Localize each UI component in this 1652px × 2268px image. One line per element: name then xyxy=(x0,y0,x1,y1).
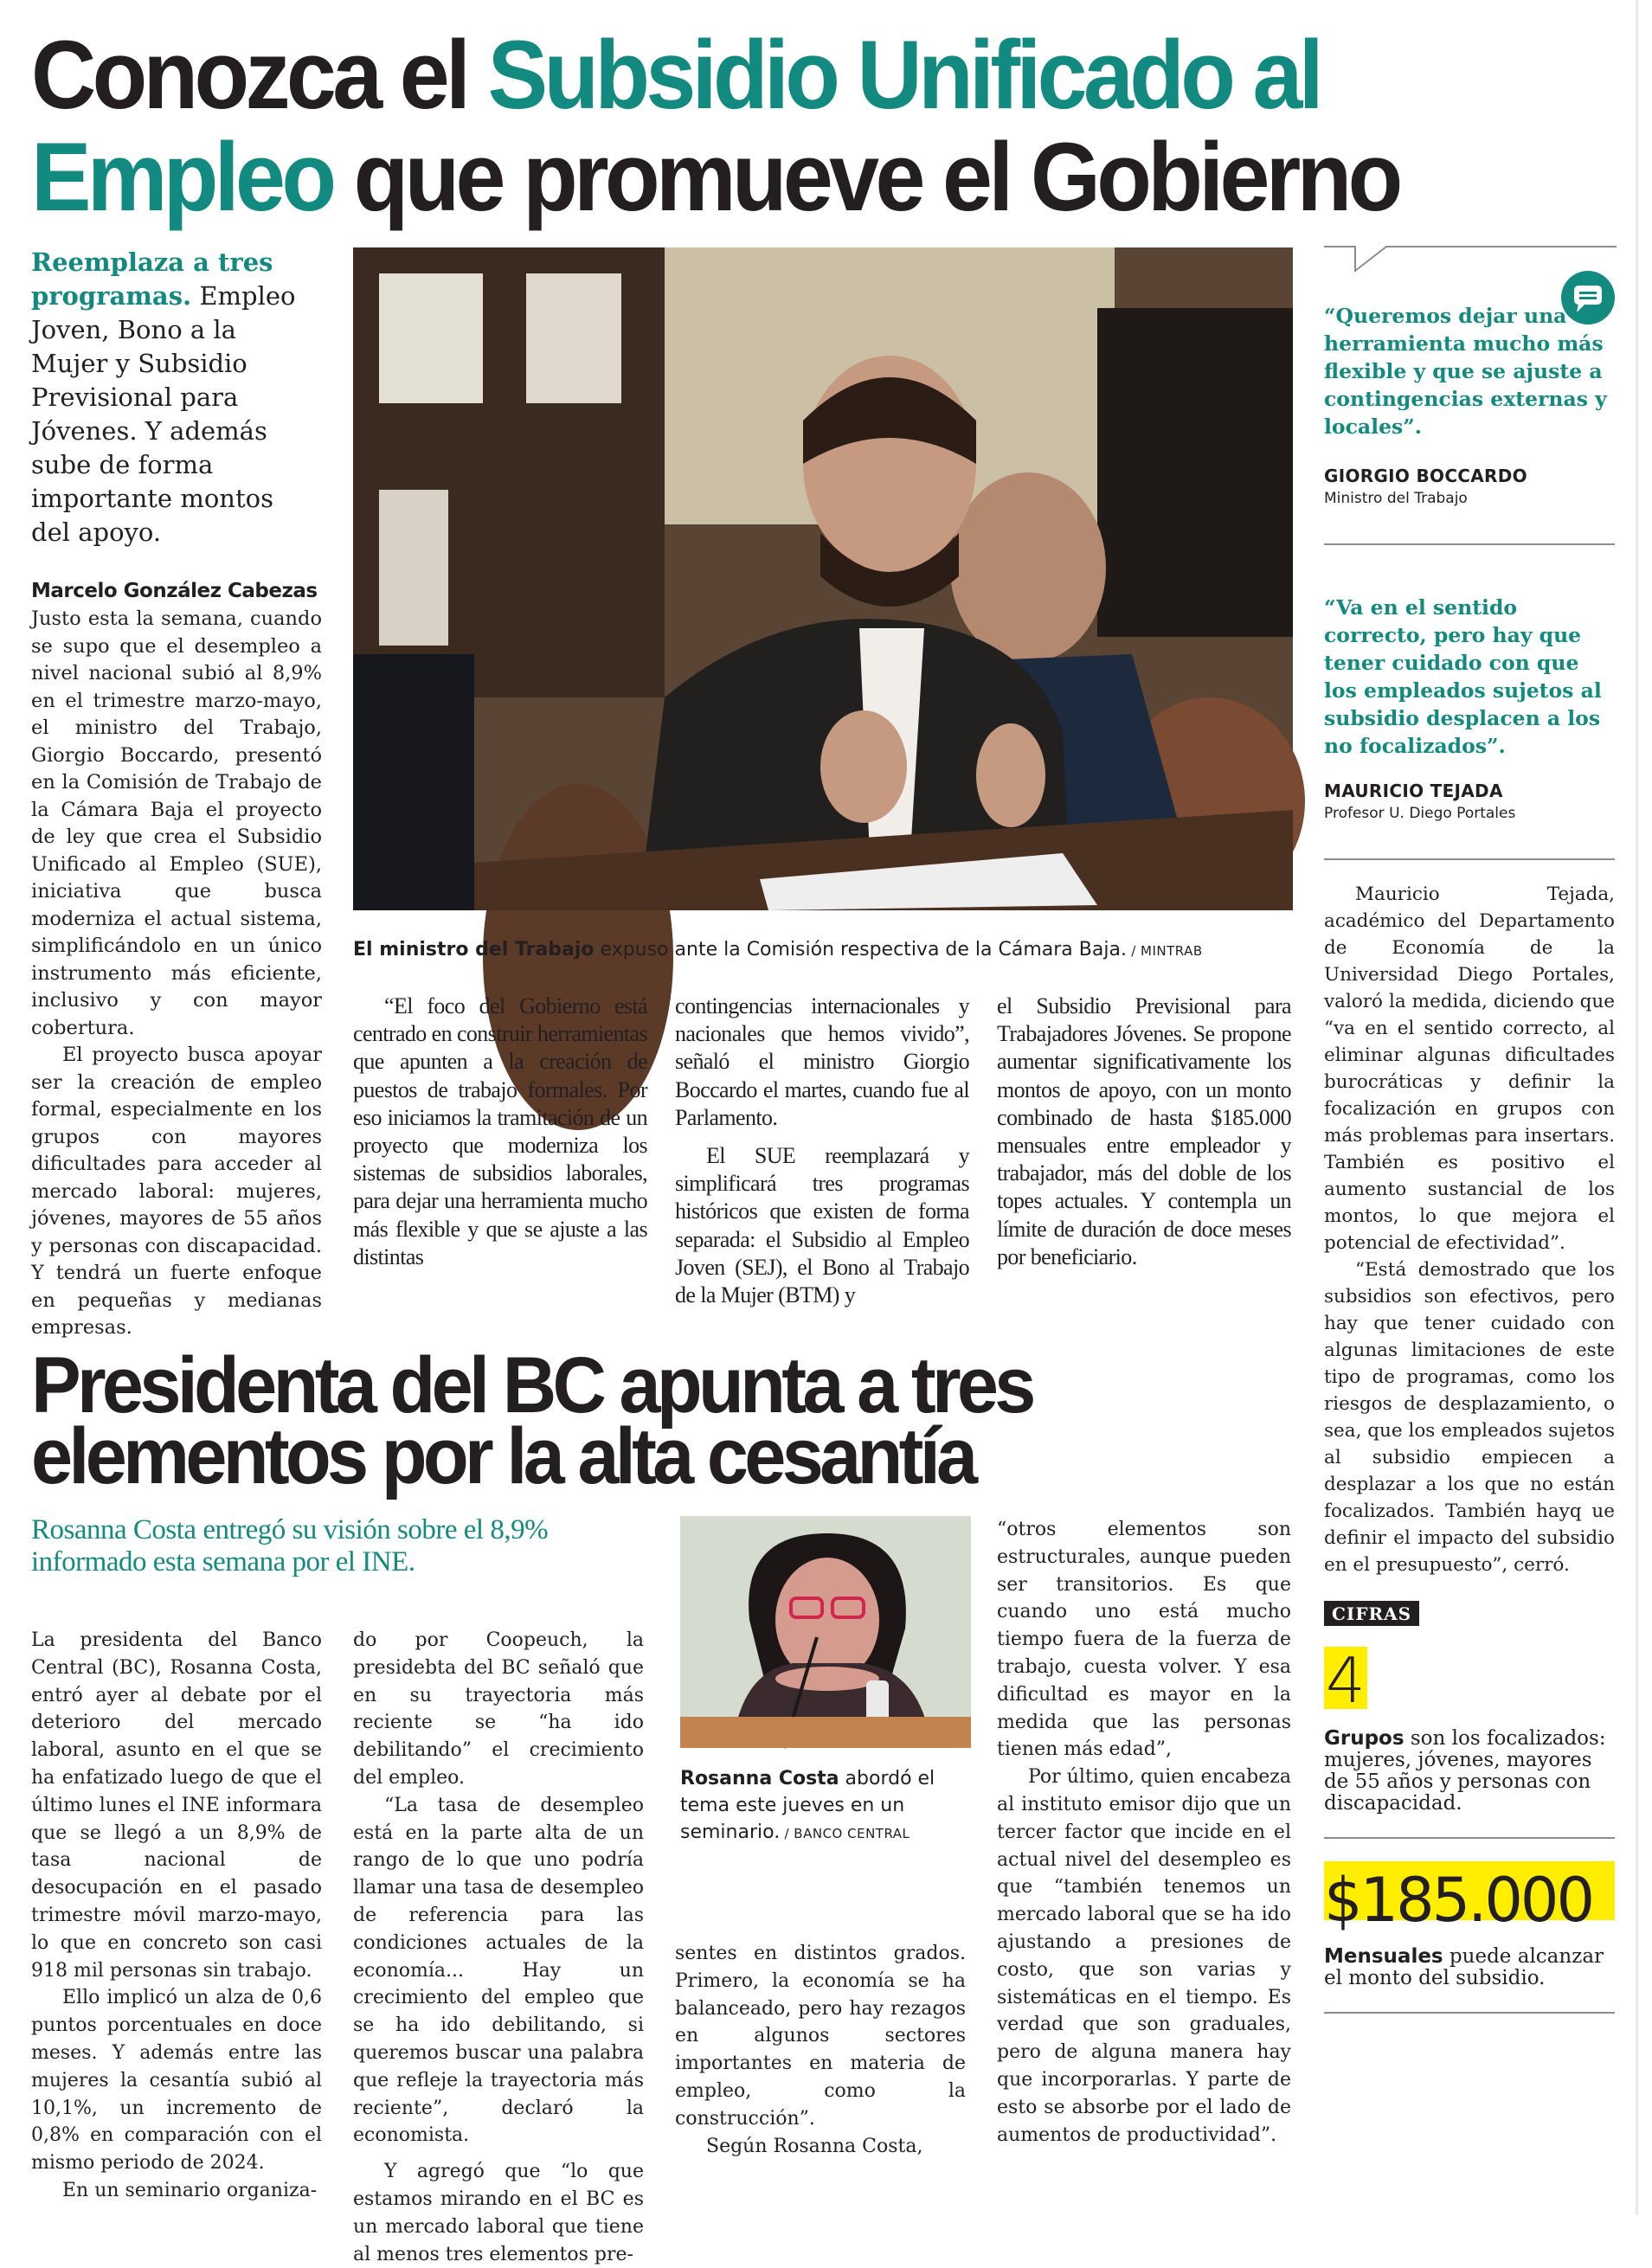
cifras-label: CIFRAS xyxy=(1324,1601,1419,1626)
photo2-caption xyxy=(680,1765,971,1847)
sidebar-body xyxy=(1324,881,1615,1578)
article2-deck: Rosanna Costa entregó su visión sobre el 8,9% informado esta semana por el INE. xyxy=(31,1514,549,1577)
photo-credit: / BANCO CENTRAL xyxy=(780,1826,910,1841)
quote-tejada: “Va en el sentido correcto, pero hay que tener cuidado con que los empleados sujetos al subsidio desplacen a los no focalizados”. xyxy=(1324,595,1602,758)
byline: Marcelo González Cabezas xyxy=(31,580,318,602)
quote-boccardo-role: Ministro del Trabajo xyxy=(1324,490,1468,507)
photo1-caption xyxy=(353,939,1293,961)
paragraph: El SUE reemplazará y simplificará tres programas históricos que existen de forma separada: el Subsidio al Empleo Joven (SEJ), el Bono al Trabajo de la Mujer (BTM) y xyxy=(675,1143,969,1308)
divider xyxy=(1324,2012,1615,2014)
article1-col2 xyxy=(353,993,647,1271)
article1-col4 xyxy=(997,993,1291,1271)
quote-boccardo: “Queremos dejar una herramienta mucho más flexible y que se ajuste a contingencias externas y locales”. xyxy=(1324,304,1607,439)
headline2-line1: Presidenta del BC apunta a tres xyxy=(31,1341,1032,1430)
quote-tejada-role: Profesor U. Diego Portales xyxy=(1324,805,1516,822)
lead-text: Empleo Joven, Bono a la Mujer y Subsidio Previsional para Jóvenes. Y además sube de forma importante montos del apoyo. xyxy=(31,281,296,547)
fact1-value: 4 xyxy=(1324,1647,1367,1709)
quote-tejada-name: MAURICIO TEJADA xyxy=(1324,781,1503,801)
paragraph: La presidenta del Banco Central (BC), Rosanna Costa, entró ayer al debate por el deterioro del mercado laboral, asunto en el que se ha enfatizado luego de que el último lunes el INE informara que se llegó a un 8,9% de tasa nacional de desocupación en el pasado trimestre móvil marzo-mayo, lo que en concreto son casi 918 mil personas sin trabajo. xyxy=(31,1629,322,1982)
paragraph: el Subsidio Previsional para Trabajadores Jóvenes. Se propone aumentar significativamente los montos de apoyo, con un monto combinado de hasta $185.000 mensuales entre empleador y trabajador, más del doble de los topes actuales. Y contempla un límite de duración de doce meses por beneficiario. xyxy=(997,993,1291,1269)
caption-text: abordó el tema este jueves en un seminario. xyxy=(680,1768,935,1843)
article2-col1 xyxy=(31,1627,322,2205)
divider xyxy=(1324,858,1615,860)
article2-col3 xyxy=(675,1940,966,2160)
article2-col4 xyxy=(997,1516,1291,2149)
article1-lead xyxy=(31,246,308,549)
paragraph: “El foco del Gobierno está centrado en construir herramientas que apunten a la creación de puestos de trabajo formales. Por eso iniciamos la tramitación de un proyecto que moderniza los sistemas de subsidios laborales, para dejar una herramienta mucho más flexible y que se ajuste a las distintas xyxy=(353,993,647,1269)
article1-col1 xyxy=(31,606,322,1342)
headline2-line2: elementos por la alta cesantía xyxy=(31,1412,974,1500)
headline-part1: Conozca el xyxy=(31,21,488,129)
fact1-desc: son los focalizados: mujeres, jóvenes, mayores de 55 años y personas con discapacidad. xyxy=(1324,1727,1606,1815)
photo-credit: / MINTRAB xyxy=(1126,943,1203,959)
paragraph: Y agregó que “lo que estamos mirando en el BC es un mercado laboral que tiene al menos tres elementos pre- xyxy=(353,2161,644,2265)
paragraph: sentes en distintos grados. Primero, la economía se ha balanceado, pero hay rezagos en algunos sectores importantes en materia de empleo, como la construcción”. xyxy=(675,1943,966,2130)
lead-strong: Reemplaza a tres programas. xyxy=(31,247,273,311)
paragraph: Ello implicó un alza de 0,6 puntos porcentuales en doce meses. Y además entre las mujeres la cesantía subió al 10,1%, un incremento de 0,8% en comparación con el mismo periodo de 2024. xyxy=(31,1987,322,2175)
paragraph: “Está demostrado que los subsidios son efectivos, pero hay que tener cuidado con algunas limitaciones de este tipo de programas, como los riesgos de desplazamiento, o sea, que los empleados sujetos al subsidio empiecen a desplazar a los que no están focalizados. También hayq ue definir el impacto del subsidio en el presupuesto”, cerró. xyxy=(1324,1259,1615,1576)
paragraph: Por último, quien encabeza al instituto emisor dijo que un tercer factor que incide en el actual nivel del desempleo es que “también tenemos un mercado laboral que se ha ido ajustando a presiones de costo, que son varias y sistemáticas en el tiempo. Es verdad que son graduales, pero de alguna manera hay que incorporarlas. Y parte de esto se absorbe por el lado de aumentos de productividad”. xyxy=(997,1766,1291,2146)
quote-boccardo-name: GIORGIO BOCCARDO xyxy=(1324,466,1527,486)
article1-col3 xyxy=(675,993,969,1309)
page-edge-rule xyxy=(1636,0,1638,2215)
fact2-value: $185.000 xyxy=(1324,1861,1615,1920)
headline-part3: Empleo xyxy=(31,123,333,231)
paragraph: Mauricio Tejada, académico del Departamento de Economía de la Universidad Diego Portales, valoró la medida, diciendo que “va en el sentido correcto, al eliminar algunas dificultades burocráticas y definir la focalización en grupos con más problemas para insertars. También es positivo el aumento sustancial de los montos, lo que mejora el potencial de efectividad”. xyxy=(1324,883,1615,1254)
minister-photo-illustration xyxy=(353,247,1293,910)
sidebar-flow xyxy=(1324,881,1615,2014)
paragraph: Justo esta la semana, cuando se supo que el desempleo a nivel nacional subió al 8,9% en el trimestre marzo-mayo, el ministro del Trabajo, Giorgio Boccardo, presentó en la Comisión de Trabajo de la Cámara Baja el proyecto de ley que crea el Subsidio Unificado al Empleo (SUE), iniciativa que busca moderniza el actual sistema, simplificándolo en un único instrumento más eficiente, inclusivo y con mayor cobertura. xyxy=(31,607,322,1039)
fact2-text xyxy=(1324,1946,1615,1989)
fact2-strong: Mensuales xyxy=(1324,1945,1443,1968)
article2-col2 xyxy=(353,1627,644,2268)
paragraph: “La tasa de desempleo está en la parte alta de un rango de lo que uno podría llamar una tasa de desempleo de referencia para las condiciones actuales de la economía... Hay un crecimiento del empleo que se ha ido debilitando, si queremos buscar una palabra que refleje la trayectoria más reciente”, declaró la economista. xyxy=(353,1794,644,2147)
caption-strong: El ministro del Trabajo xyxy=(353,939,595,961)
rosanna-costa-photo xyxy=(680,1516,971,1748)
minister-photo xyxy=(353,247,1293,910)
divider xyxy=(1324,1837,1615,1839)
paragraph: contingencias internacionales y nacionales que hemos vivido”, señaló el ministro Giorgio Boccardo el martes, cuando fue al Parlamento. xyxy=(675,993,969,1130)
paragraph: En un seminario organiza- xyxy=(62,2179,318,2201)
paragraph: El proyecto busca apoyar ser la creación de empleo formal, especialmente en los grupos con mayores dificultades para acceder al mercado laboral: mujeres, jóvenes, mayores de 55 años y personas con discapacidad. Y tendrá un fuerte enfoque en pequeñas y medianas empresas. xyxy=(31,1044,322,1339)
article1-headline xyxy=(31,21,1512,231)
paragraph: “otros elementos son estructurales, aunque pueden ser transitorios. Es que cuando uno está mucho tiempo fuera de la fuerza de trabajo, cuesta volver. Y esa dificultad es mayor en la medida que las personas tienen más edad”, xyxy=(997,1519,1291,1761)
caption-strong: Rosanna Costa xyxy=(680,1768,839,1789)
paragraph: do por Coopeuch, la presidebta del BC señaló que en su trayectoria más reciente se “ha ido debilitando” el crecimiento del empleo. xyxy=(353,1629,644,1789)
fact1-strong: Grupos xyxy=(1324,1727,1405,1750)
fact2-desc: puede alcanzar el monto del subsidio. xyxy=(1324,1945,1604,1989)
divider xyxy=(1324,543,1615,545)
rosanna-costa-photo-illustration xyxy=(680,1516,971,1748)
caption-text: expuso ante la Comisión respectiva de la Cámara Baja. xyxy=(594,939,1127,961)
article2-headline xyxy=(31,1341,1170,1500)
fact1-text xyxy=(1324,1728,1615,1815)
headline-part2: Subsidio Unificado al xyxy=(487,21,1321,129)
headline-part4: que promueve el Gobierno xyxy=(332,123,1399,231)
paragraph: Según Rosanna Costa, xyxy=(706,2135,923,2157)
